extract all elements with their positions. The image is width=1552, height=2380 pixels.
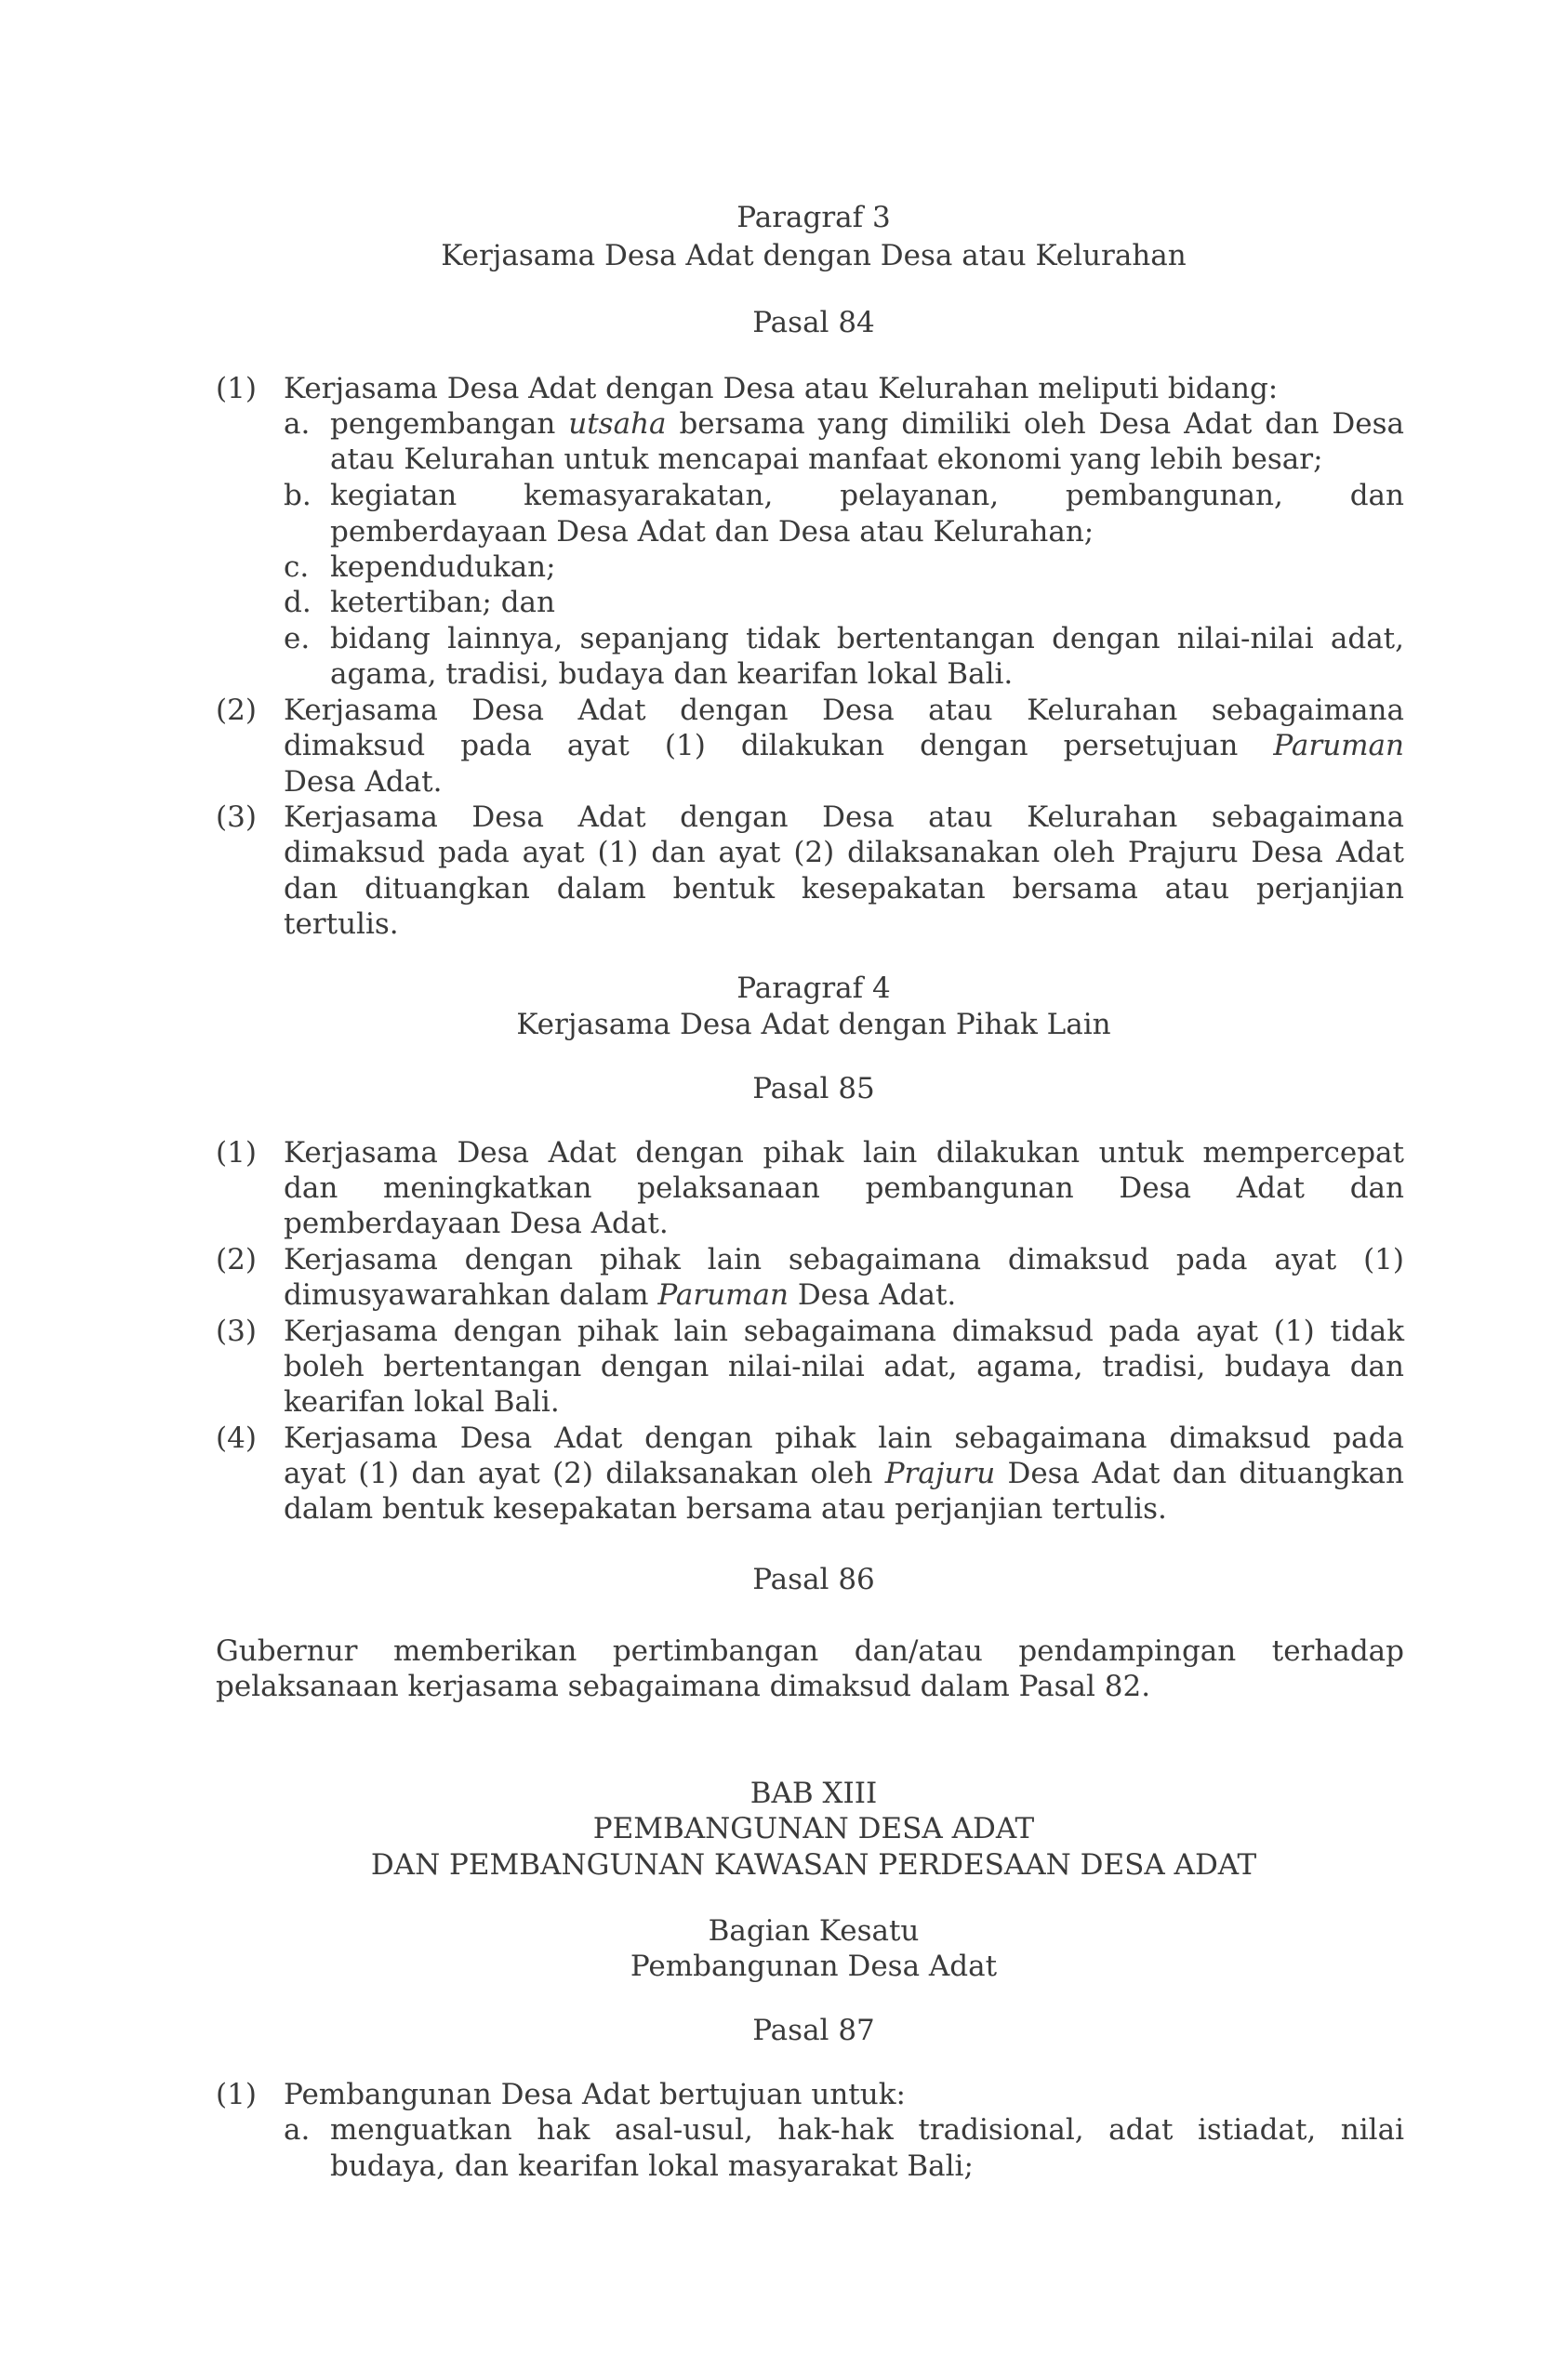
- ayat-number: (1): [216, 372, 257, 405]
- ayat-text: Kerjasama dengan pihak lain sebagaimana dimaksud pada ayat (1): [284, 1243, 1404, 1276]
- ayat-text: dimaksud pada ayat (1) dan ayat (2) dilaksanakan oleh Prajuru Desa Adat: [284, 836, 1404, 869]
- item-label: a.: [284, 2113, 311, 2147]
- ayat-text: dan meningkatkan pelaksanaan pembangunan Desa Adat dan: [284, 1171, 1404, 1205]
- ayat-text: Desa Adat.: [284, 765, 443, 799]
- pasal-86-text: pelaksanaan kerjasama sebagaimana dimaksud dalam Pasal 82.: [216, 1670, 1151, 1703]
- item-c-line-1: kependudukan;: [330, 550, 556, 584]
- ayat-text: dan dituangkan dalam bentuk kesepakatan bersama atau perjanjian: [284, 872, 1404, 906]
- pasal-87-heading: Pasal 87: [752, 2014, 875, 2047]
- bagian-title: Pembangunan Desa Adat: [630, 1950, 998, 1983]
- item-e-line-2: agama, tradisi, budaya dan kearifan lokal Bali.: [330, 657, 1014, 691]
- ayat-number: (2): [216, 694, 257, 727]
- bab-title-line-2: DAN PEMBANGUNAN KAWASAN PERDESAAN DESA ADAT: [370, 1848, 1257, 1882]
- ayat-text: tertulis.: [284, 907, 399, 941]
- pasal-86-text: Gubernur memberikan pertimbangan dan/atau pendampingan terhadap: [216, 1634, 1404, 1668]
- item-a-line-1: menguatkan hak asal-usul, hak-hak tradisional, adat istiadat, nilai: [330, 2113, 1404, 2147]
- ayat-text: kearifan lokal Bali.: [284, 1385, 560, 1419]
- item-a-line-1: pengembangan utsaha bersama yang dimiliki oleh Desa Adat dan Desa: [330, 407, 1405, 441]
- pasal-85-heading: Pasal 85: [752, 1072, 875, 1105]
- item-b-line-2: pemberdayaan Desa Adat dan Desa atau Kelurahan;: [330, 515, 1094, 549]
- item-label: c.: [284, 550, 310, 584]
- ayat-number: (1): [216, 2078, 257, 2111]
- item-label: e.: [284, 622, 311, 655]
- bagian-label: Bagian Kesatu: [708, 1914, 920, 1948]
- ayat-text: Kerjasama Desa Adat dengan Desa atau Kelurahan sebagaimana: [284, 694, 1404, 727]
- ayat-number: (3): [216, 800, 257, 834]
- item-a-line-2: atau Kelurahan untuk mencapai manfaat ekonomi yang lebih besar;: [330, 443, 1323, 476]
- ayat-text: dimusyawarahkan dalam Paruman Desa Adat.: [284, 1278, 957, 1312]
- ayat-text: ayat (1) dan ayat (2) dilaksanakan oleh Prajuru Desa Adat dan dituangkan: [284, 1457, 1405, 1490]
- ayat-text: Kerjasama Desa Adat dengan pihak lain dilakukan untuk mempercepat: [284, 1136, 1404, 1170]
- ayat-text: Pembangunan Desa Adat bertujuan untuk:: [284, 2078, 906, 2111]
- ayat-text: pemberdayaan Desa Adat.: [284, 1207, 669, 1240]
- ayat-number: (2): [216, 1243, 257, 1276]
- paragraf-3-title: Kerjasama Desa Adat dengan Desa atau Kelurahan: [441, 239, 1187, 272]
- ayat-text: dalam bentuk kesepakatan bersama atau perjanjian tertulis.: [284, 1492, 1167, 1526]
- item-e-line-1: bidang lainnya, sepanjang tidak bertentangan dengan nilai-nilai adat,: [330, 622, 1404, 655]
- ayat-text: Kerjasama Desa Adat dengan Desa atau Kelurahan meliputi bidang:: [284, 372, 1279, 405]
- item-label: d.: [284, 586, 312, 619]
- item-b-line-1: kegiatan kemasyarakatan, pelayanan, pembangunan, dan: [330, 479, 1404, 512]
- pasal-84-heading: Pasal 84: [752, 306, 875, 339]
- item-a-line-2: budaya, dan kearifan lokal masyarakat Bali;: [330, 2149, 974, 2183]
- paragraf-3-label: Paragraf 3: [736, 201, 891, 234]
- paragraf-4-title: Kerjasama Desa Adat dengan Pihak Lain: [516, 1008, 1111, 1041]
- ayat-number: (4): [216, 1421, 257, 1455]
- bab-label: BAB XIII: [749, 1777, 878, 1810]
- bab-title-line-1: PEMBANGUNAN DESA ADAT: [592, 1812, 1035, 1845]
- ayat-text: dimaksud pada ayat (1) dilakukan dengan persetujuan Paruman: [284, 729, 1404, 762]
- item-d-line-1: ketertiban; dan: [330, 586, 556, 619]
- ayat-number: (3): [216, 1315, 257, 1348]
- ayat-text: Kerjasama dengan pihak lain sebagaimana dimaksud pada ayat (1) tidak: [284, 1315, 1404, 1348]
- ayat-text: boleh bertentangan dengan nilai-nilai adat, agama, tradisi, budaya dan: [284, 1350, 1404, 1383]
- ayat-number: (1): [216, 1136, 257, 1170]
- item-label: a.: [284, 407, 311, 441]
- pasal-86-heading: Pasal 86: [752, 1563, 875, 1596]
- ayat-text: Kerjasama Desa Adat dengan Desa atau Kelurahan sebagaimana: [284, 800, 1404, 834]
- ayat-text: Kerjasama Desa Adat dengan pihak lain sebagaimana dimaksud pada: [284, 1421, 1404, 1455]
- item-label: b.: [284, 479, 312, 512]
- paragraf-4-label: Paragraf 4: [736, 972, 891, 1005]
